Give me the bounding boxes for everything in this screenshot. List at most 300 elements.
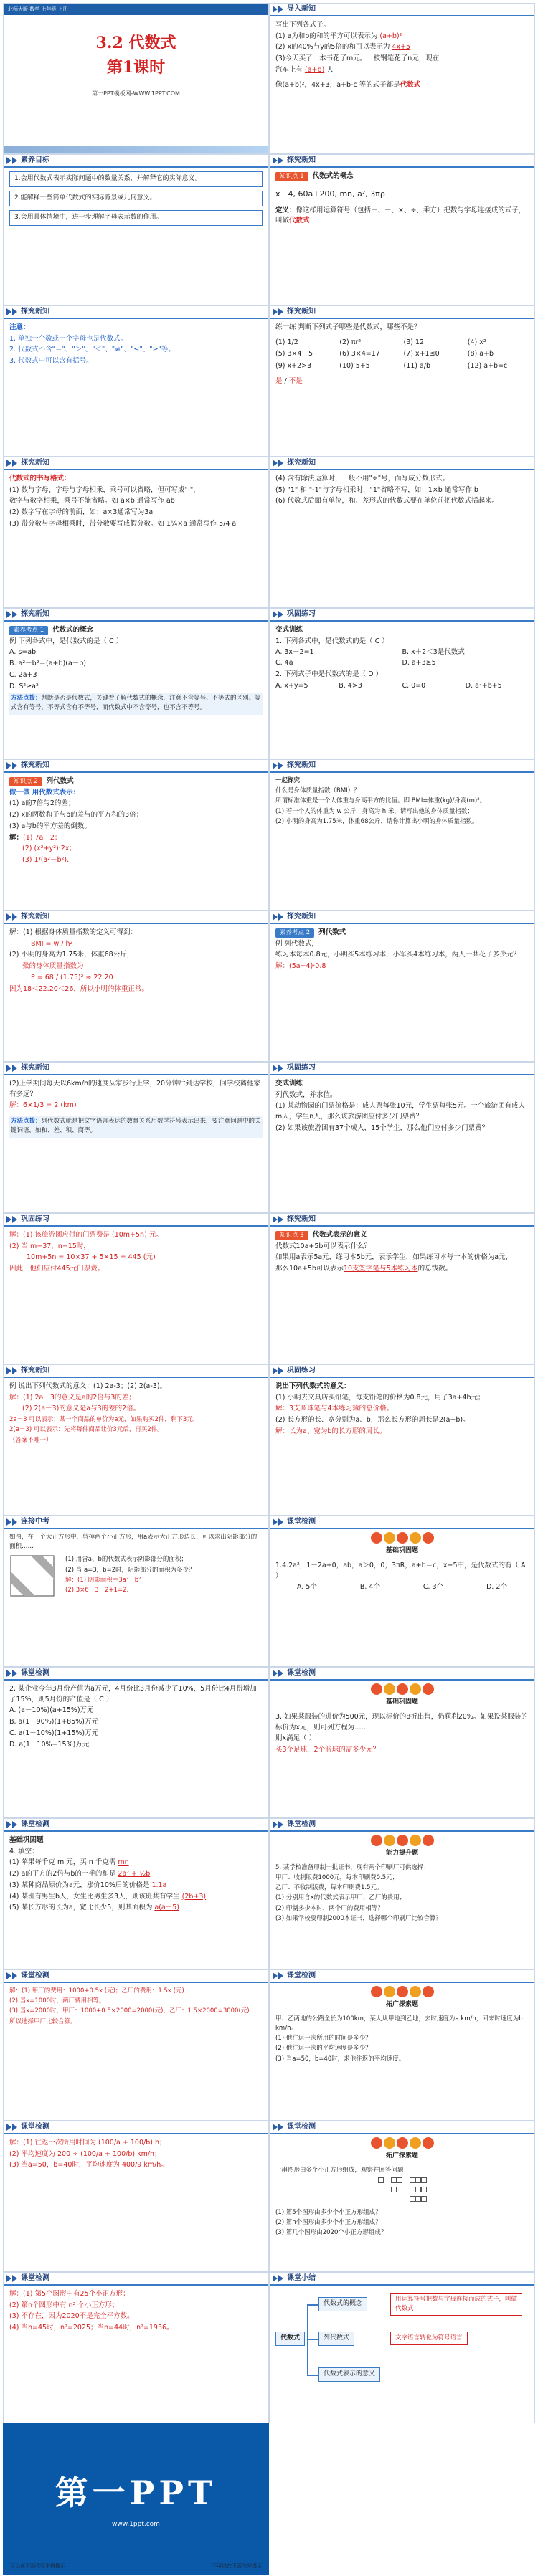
- question-text: 练习本每本0.8元，小明买5本练习本，小军买4本练习本，两人一共花了多少元？: [275, 951, 520, 959]
- option-text: A. (a－10%)(a+15%)万元: [9, 1706, 94, 1715]
- square-shape: [410, 2196, 415, 2202]
- answer-text: (2) (x²+y²)·2x；: [22, 845, 76, 853]
- slide-practice-2-answer: [3, 1213, 269, 1364]
- formula-text: x－4, 60a+200, mn, a², 3πρ: [275, 189, 385, 199]
- question-text: 2. 下列式子中是代数式的是（ D ）: [275, 670, 382, 678]
- footer-text: 不可以在下面改写提示: [212, 2563, 262, 2570]
- chevron-icon: [12, 308, 17, 315]
- option-text: B. a²－b²＝(a+b)(a－b): [9, 660, 87, 668]
- subhead: 拓广探索题: [385, 2152, 418, 2159]
- question-text: 乙厂：不收制版费，每本印刷费1.5元。: [275, 1884, 383, 1892]
- question-text: 甲、乙两地的公路全长为100km，某人从甲地到乙地，去时速度为a km/h，回来时速度为b km/h。: [275, 2015, 523, 2033]
- question-text: (5) 某长方形的长为a，宽比长少5，则其面积为: [9, 1904, 153, 1912]
- question-text: (2)上学期间每天以6km/h的速度从家步行上学，20分钟后到达学校，问学校离他家有多远？: [9, 1080, 261, 1098]
- slide-header: [4, 306, 268, 319]
- bead-icon: [384, 1835, 395, 1846]
- chevron-icon: [278, 1670, 283, 1677]
- mindmap-connector: [307, 2339, 318, 2340]
- subhead: 能力提升题: [385, 1850, 418, 1857]
- option-text: C. 4a: [275, 659, 293, 667]
- question-text: 汽车上有: [275, 65, 303, 74]
- section-title: 课堂检测: [21, 1972, 49, 1980]
- chevron-icon: [273, 2275, 278, 2282]
- answer-yes: 是: [275, 376, 283, 385]
- chevron-icon: [12, 1670, 17, 1677]
- square-shape: [421, 2187, 427, 2192]
- section-title: 课堂检测: [287, 1518, 316, 1526]
- section-title: 连接中考: [21, 1518, 49, 1526]
- answer-text: 解：长为a、宽为b的长方形的周长。: [275, 1427, 387, 1435]
- knowledge-tag: 知识点 2: [9, 777, 42, 786]
- section-title: 课堂检测: [287, 1972, 316, 1980]
- slide-header: [4, 457, 268, 470]
- bead-icon: [397, 1683, 408, 1695]
- section-title: 导入新知: [287, 5, 316, 14]
- mindmap-definition: 文字语言转化为符号语言: [390, 2332, 468, 2345]
- answer-text: (a+b): [305, 65, 325, 74]
- section-title: 探究新知: [287, 913, 316, 921]
- question-text: (1) 苹果每千克 m 元，买 n 千克需: [9, 1858, 116, 1867]
- answer-text: (3) 当x=2000时，甲厂：1000+0.5×2000=2000(元)，乙厂：1.5×2000=3000(元): [9, 2007, 250, 2015]
- question-text: (1) 分别用含x的代数式表示甲厂、乙厂的费用；: [275, 1894, 406, 1902]
- chevron-icon: [278, 1518, 283, 1526]
- definition-label: 定义：: [275, 206, 296, 214]
- chevron-icon: [12, 2275, 17, 2282]
- chevron-icon: [12, 913, 17, 921]
- chevron-icon: [278, 1821, 283, 1828]
- answer-text: 2a² + ½b: [118, 1870, 151, 1878]
- answer-text: 张的身体质量指数为: [22, 962, 84, 971]
- chevron-icon: [6, 1821, 11, 1828]
- knowledge-title: 列代数式: [318, 928, 346, 936]
- option-text: D. 2个: [486, 1583, 507, 1592]
- mindmap-node: 代数式表示的意义: [318, 2367, 380, 2382]
- rule-item: (3) 带分数与字母相乘时，带分数要写成假分数。如 1¼×a 通常写作 5/4 a: [9, 519, 237, 528]
- method-label: 方法点拨：: [11, 695, 42, 703]
- question-text: 1. 下列各式中，是代数式的是（ C ）: [275, 637, 389, 645]
- exercise-item: (2) πr²: [339, 338, 362, 346]
- slide-header: [270, 1668, 534, 1681]
- section-title: 巩固练习: [287, 1064, 316, 1073]
- chevron-icon: [6, 913, 11, 921]
- answer-text: (2) 2(a－3)的意义是a与3的差的2倍。: [22, 1405, 141, 1413]
- note-item: 2. 代数式不含"＝"、"＞"、"＜"、"≠"、"≤"、"≥"等。: [9, 346, 175, 354]
- chevron-icon: [278, 6, 283, 13]
- slide-header: [270, 457, 534, 470]
- answer-text: 代数式: [400, 80, 421, 89]
- section-title: 课堂检测: [287, 1820, 316, 1829]
- question-text: (2) a的平方的2倍与b的一半的和是: [9, 1870, 116, 1878]
- slide-header: [4, 1668, 268, 1681]
- answer-text: 买3个足球，2个篮球的需多少元？: [275, 1746, 380, 1754]
- slide-header: [270, 609, 534, 622]
- chevron-icon: [278, 611, 283, 618]
- bead-icon: [423, 1683, 434, 1695]
- slide-header: [4, 1063, 268, 1075]
- slide-header: [270, 2121, 534, 2134]
- conclusion-text: 因为18＜22.20＜26，所以小明的体重正常。: [9, 984, 148, 993]
- chevron-icon: [12, 460, 17, 467]
- square-shape: [397, 2177, 402, 2183]
- bead-icon: [410, 1683, 421, 1695]
- bead-icon: [384, 2137, 395, 2149]
- chevron-icon: [278, 157, 283, 164]
- paragraph: (2) 小明的身高为1.75米，体重68公斤，请你计算出小明的身体质量指数。: [275, 817, 478, 825]
- title-beads: [270, 2137, 534, 2149]
- chevron-icon: [12, 2124, 17, 2131]
- note-label: 注意：: [9, 323, 30, 331]
- chevron-icon: [273, 6, 278, 13]
- answer-text: (2) 平均速度为 200 ÷ (100/a + 100/b) km/h；: [9, 2149, 161, 2158]
- mindmap-node: 列代数式: [318, 2332, 354, 2346]
- formula-text: BMI = w / h²: [31, 939, 73, 948]
- option-text: D. a²+b+5: [465, 681, 502, 690]
- slide-example-1: [3, 608, 269, 759]
- cover-credit: 第一PPT模板网-WWW.1PPT.COM: [92, 90, 180, 98]
- chevron-icon: [12, 762, 17, 769]
- exercise-item: (5) 3×4－5: [275, 350, 313, 358]
- question-text: 像(a+b)²，4x+3，a+b-c 等的式子都是: [275, 80, 400, 89]
- slide-header: [4, 1516, 268, 1529]
- title-beads: [270, 1683, 534, 1695]
- slide-test-5: [269, 1818, 535, 1969]
- option-text: D. S²≥a²: [9, 682, 39, 690]
- square-pattern-figure: [275, 2177, 529, 2206]
- slide-writing-rules: [3, 457, 269, 608]
- question-text: (1) 小明去文具店买铅笔，每支铅笔的价格为0.8元，用了3a+4b元；: [275, 1393, 485, 1402]
- answer-text: a(a－5): [154, 1904, 179, 1912]
- answer-text: mn: [118, 1858, 129, 1867]
- answer-text: (2) 3×6－3－2+1=2.: [65, 1586, 129, 1594]
- bead-icon: [397, 1986, 408, 1997]
- chevron-icon: [6, 1367, 11, 1374]
- chevron-icon: [273, 1518, 278, 1526]
- chevron-icon: [6, 157, 11, 164]
- slide-test-4: [3, 1818, 269, 1969]
- slide-header: [270, 2273, 534, 2286]
- question-text: (3) a与b的平方差的倒数。: [9, 822, 91, 830]
- slide-header: [4, 1819, 268, 1832]
- slide-end-logo: [3, 2423, 269, 2575]
- knowledge-title: 代数式的概念: [52, 626, 94, 634]
- practice-head: 变式训练: [275, 1080, 303, 1088]
- cover-subtitle: 第1课时: [106, 58, 166, 77]
- question-text: 如图，在一个大正方形中，剪掉两个小正方形，用a表示大正方形边长，可以求出阴影部分的面积……: [9, 1534, 258, 1551]
- slide-meaning: [269, 1213, 535, 1364]
- note-text: 2(a－3) 可以表示：先将每件商品让价3元后，再买2件。: [9, 1426, 164, 1434]
- slide-exam-link: [3, 1516, 269, 1667]
- mindmap-node: 代数式的概念: [318, 2297, 367, 2311]
- chevron-icon: [12, 157, 17, 164]
- answer-text: 解：3支圆珠笔与4本练习簿的总价格。: [275, 1405, 394, 1413]
- paragraph: 的总钱数。: [417, 1265, 453, 1273]
- question-text: (1) 某动物园的门票价格是：成人票每张10元，学生票每张5元。一个旅游团有成人m人，学生n人，那么该旅游团应付多少门票费？: [275, 1102, 526, 1121]
- slide-practice-2: [269, 1062, 535, 1213]
- slide-header: [4, 1970, 268, 1983]
- bead-icon: [423, 1986, 434, 1997]
- question-text: (2) 长方形的长、宽分别为a、b，那么长方形的周长是2(a+b)。: [275, 1416, 470, 1425]
- question-text: (2) 印制多少本时，两个厂的费用相等？: [275, 1904, 384, 1912]
- chevron-icon: [278, 1216, 283, 1223]
- question-text: 3. 如果某服装的进价为500元，现以标价的8折出售，仍获利20%。如果设某服装的标价为x元，则可列方程为……: [275, 1712, 528, 1731]
- chevron-icon: [278, 1972, 283, 1979]
- answer-text: (2) 当 m=37，n=15时，: [9, 1242, 90, 1250]
- slide-exercise-judge: 探究新知 练一练 判断下列式子哪些是代数式，哪些不是？ (1) 1/2 (2) πr² (3) 12 (4) x² (5) 3×4－5 (6) 3×4=17 (7) x+1≤0 (8) a+b (9) x+2>3 (10) 5+5 (11) a/b (12) a+b=c 是 / 不是: [269, 305, 535, 457]
- conclusion-text: 因此，他们应付445元门票费。: [9, 1265, 105, 1273]
- rules-head: 代数式的书写格式：: [9, 475, 71, 483]
- slide-header: [4, 609, 268, 622]
- footer-text: 可以在下面改写字符提示: [10, 2563, 65, 2570]
- answer-text: (2) 小明的身高为1.75米，体重68公斤，: [9, 951, 134, 959]
- logo-panel: [3, 2423, 269, 2575]
- section-title: 探究新知: [21, 459, 49, 467]
- bead-icon: [410, 1835, 421, 1846]
- method-label: 方法点拨：: [11, 1118, 42, 1126]
- slide-goals: [3, 154, 269, 305]
- chevron-icon: [6, 308, 11, 315]
- exercise-item: (11) a/b: [403, 362, 431, 371]
- square-shape: [415, 2177, 421, 2183]
- logo-footer: [10, 2562, 262, 2570]
- slide-writing-rules-2: [269, 457, 535, 608]
- section-title: 探究新知: [21, 761, 49, 770]
- chevron-icon: [12, 1216, 17, 1223]
- section-title: 探究新知: [21, 610, 49, 619]
- bead-icon: [423, 1532, 434, 1544]
- chevron-icon: [273, 611, 278, 618]
- chevron-icon: [12, 1518, 17, 1526]
- chevron-icon: [273, 762, 278, 769]
- subhead: 基础巩固题: [9, 1836, 44, 1844]
- mindmap-definition: 用运算符号把数与字母连接而成的式子，叫做代数式: [390, 2293, 522, 2316]
- question-text: (1) 用含a、b的代数式表示阴影部分的面积；: [65, 1556, 187, 1564]
- square-shape: [391, 2177, 397, 2183]
- answer-text: (4) 当n=45时，n²=2025；当n=44时，n²=1936。: [9, 2324, 174, 2332]
- cover-title: 3.2 代数式: [95, 34, 176, 52]
- square-shape: [391, 2187, 397, 2192]
- chevron-icon: [6, 1216, 11, 1223]
- chevron-icon: [273, 1065, 278, 1072]
- formula-text: P = 68 / (1.75)² ≈ 22.20: [31, 973, 113, 982]
- answer-text: (2) 第n个图形中有 n² 个小正方形；: [9, 2301, 119, 2309]
- chevron-icon: [12, 1972, 17, 1979]
- slide-test-3: [269, 1667, 535, 1818]
- question-text: (2) 当 a=3，b=2时，阴影部分的面积为多少？: [65, 1566, 195, 1574]
- question-text: (2) x的两数和子与b的差与的平方和的3倍；: [9, 811, 143, 819]
- chevron-icon: [273, 913, 278, 921]
- slide-test-2: [3, 1667, 269, 1818]
- title-beads: [270, 1532, 534, 1544]
- section-title: 探究新知: [287, 1215, 316, 1224]
- answer-text: 解：(1) 阴影面积＝3a²－b²: [65, 1576, 141, 1584]
- question-text: (3) 第几个图形由2020个小正方形组成？: [275, 2228, 387, 2236]
- exercise-item: (4) x²: [467, 338, 486, 346]
- brand-logo: 第一PPT: [55, 2473, 217, 2512]
- question-text: (2) 第n个图形由多少个小正方形组成？: [275, 2218, 382, 2226]
- answer-label: 解：: [9, 833, 24, 842]
- section-title: 课堂检测: [287, 2123, 316, 2131]
- chevron-icon: [278, 762, 283, 769]
- rule-item: (6) 代数式后面有单位，和、差形式的代数式要在单位前把代数式括起来。: [275, 497, 499, 505]
- chevron-icon: [6, 1972, 11, 1979]
- slide-header: [4, 760, 268, 773]
- answer-text: (2b+3): [181, 1892, 207, 1901]
- bead-icon: [397, 1532, 408, 1544]
- slide-test-6: [269, 1969, 535, 2121]
- chevron-icon: [273, 460, 278, 467]
- square-shape: [410, 2177, 415, 2183]
- question-text: 例 下列各式中，是代数式的是（ C ）: [9, 637, 123, 645]
- answer-text: 解：(1) 该旅游团应付的门票费是 (10m+5n) 元。: [9, 1231, 163, 1239]
- goal-text: 1.会用代数式表示实际问题中的数量关系，并解释它的实际意义。: [14, 175, 202, 182]
- paragraph: 代数式10a+5b可以表示什么？: [275, 1242, 371, 1250]
- goal-text: 3.会用具体情境中，进一步理解字母表示数的作用。: [14, 213, 163, 221]
- summary-mindmap: [275, 2290, 529, 2390]
- slide-concept: [269, 154, 535, 305]
- slide-test-5-answer: [3, 1969, 269, 2121]
- slide-header: [270, 1063, 534, 1075]
- slide-header: [270, 1819, 534, 1832]
- answer-text: 解：(1) 往返一次所用时间为 (100/a + 100/b) h；: [9, 2139, 166, 2147]
- chevron-icon: [273, 1216, 278, 1223]
- answer-text: (1) 7a－2；: [23, 833, 62, 842]
- section-title: 探究新知: [21, 1367, 49, 1375]
- exercise-item: (9) x+2>3: [275, 362, 312, 371]
- slide-header: [270, 1365, 534, 1378]
- slide-header: [270, 911, 534, 924]
- slide-header: [270, 155, 534, 168]
- slide-header: [270, 306, 534, 319]
- chevron-icon: [278, 2275, 283, 2282]
- chevron-icon: [12, 611, 17, 618]
- slide-header: [4, 1214, 268, 1227]
- bead-icon: [410, 1532, 421, 1544]
- chevron-icon: [278, 1065, 283, 1072]
- slide-grid: [3, 3, 535, 2573]
- goal-box: [9, 210, 263, 226]
- rule-item: (4) 含有除法运算时，一般不用"÷"号，而写成分数形式。: [275, 475, 450, 483]
- question-text: (1) a的7倍与2的差；: [9, 799, 75, 808]
- practice-head: 说出下列代数式的意义：: [275, 1382, 351, 1390]
- question-text: 4. 填空：: [9, 1847, 39, 1855]
- bead-icon: [423, 2137, 434, 2149]
- answer-text: (3) 1/(a²－b²).: [22, 856, 70, 865]
- question-text: 2. 某企业今年3月份产值为a万元，4月份比3月份减少了10%，5月份比4月份增加了15%，则5月份的产值是（ C ）: [9, 1685, 257, 1703]
- option-text: A. 5个: [296, 1583, 317, 1592]
- slide-cover: [3, 3, 269, 154]
- definition-highlight: 代数式: [289, 217, 310, 225]
- exercise-item: (7) x+1≤0: [403, 350, 440, 358]
- chevron-icon: [6, 1065, 11, 1072]
- question-text: (3)今天买了一本书花了m元。一枝钢笔花了n元，现在: [275, 54, 440, 63]
- section-title: 巩固练习: [287, 610, 316, 619]
- answer-text: (3) 不存在，因为2020不是完全平方数。: [9, 2312, 134, 2321]
- chevron-icon: [12, 1065, 17, 1072]
- rule-item: (1) 数与字母、字母与字母相乘，乘号可以省略，但可写成"·"，: [9, 485, 200, 494]
- answer-text: (3) 当a=50，b=40时，平均速度为 400/9 km/h。: [9, 2161, 168, 2169]
- paragraph: 那么10a+5b可以表示: [275, 1265, 344, 1273]
- square-shape: [415, 2187, 421, 2192]
- answer-text: 解：6×1/3 = 2 (km): [9, 1101, 77, 1110]
- mindmap-connector: [307, 2375, 318, 2376]
- slide-header: [4, 2121, 268, 2134]
- slide-test-6-answer: [3, 2121, 269, 2272]
- section-title: 探究新知: [21, 308, 49, 316]
- question-text: 则x满足（ ）: [275, 1734, 316, 1743]
- chevron-icon: [6, 1670, 11, 1677]
- answer-text: 1.1a: [151, 1881, 167, 1889]
- square-shape: [378, 2177, 384, 2183]
- bead-icon: [423, 1835, 434, 1846]
- question-text: 例 说出下列代数式的意义：(1) 2a-3；(2) 2(a-3)。: [9, 1382, 167, 1390]
- question-text: (2) x的40%与y的5倍的和可以表示为: [275, 43, 390, 52]
- option-text: C. 2a+3: [9, 670, 37, 679]
- section-title: 课堂检测: [287, 1669, 316, 1678]
- chevron-icon: [273, 308, 278, 315]
- slide-bmi-answer: [3, 911, 269, 1062]
- question-text: 列代数式，并求值。: [275, 1090, 337, 1099]
- decorative-wave: [4, 146, 268, 153]
- question-text: (3) 如果学校要印制2000本证书，选择哪个印刷厂比较合算？: [275, 1914, 442, 1922]
- slide-intro: [269, 3, 535, 154]
- knowledge-tag: 知识点 3: [275, 1231, 308, 1240]
- answer-text: (a+b)²: [379, 32, 402, 40]
- slide-test-7: [269, 2121, 535, 2272]
- knowledge-title: 代数式表示的意义: [312, 1231, 367, 1239]
- bead-icon: [371, 1986, 382, 1997]
- question-text: (4) 某班有男生b人，女生比男生多3人，则该班共有学生: [9, 1892, 180, 1901]
- exercise-item: (8) a+b: [467, 350, 494, 358]
- question-text: 人: [326, 65, 334, 74]
- paragraph: 所谓标准体重是一个人体重与身高平方的比值。即 BMI=体重(kg)/身高(m)²。: [275, 797, 486, 805]
- option-text: A. 3x－2=1: [275, 648, 314, 657]
- question-text: (1) 第5个图形由多少个小正方形组成？: [275, 2208, 382, 2216]
- slide-header: [4, 155, 268, 168]
- note-item: 1. 单独一个数或一个字母也是代数式。: [9, 334, 128, 343]
- chevron-icon: [6, 762, 11, 769]
- section-title: 探究新知: [21, 913, 49, 921]
- slide-header: [270, 4, 534, 16]
- cover-header-text: 北师大版 数学 七年级 上册: [8, 6, 68, 12]
- exercise-item: (6) 3×4=17: [339, 350, 380, 358]
- chevron-icon: [273, 1972, 278, 1979]
- section-title: 探究新知: [287, 308, 316, 316]
- mindmap-root: 代数式: [275, 2332, 305, 2346]
- answer-text: 解：(5a+4)·0.8: [275, 962, 326, 971]
- question-text: 1.4.2a²，1－2a+0，ab，a＞0，0，3πR，a+b＝c，x+5中，是代数式的有（ A ）: [275, 1561, 526, 1580]
- knowledge-title: 代数式的概念: [312, 172, 354, 180]
- slide-header: [270, 1970, 534, 1983]
- chevron-icon: [278, 913, 283, 921]
- chevron-icon: [6, 2124, 11, 2131]
- chevron-icon: [278, 2124, 283, 2131]
- section-title: 课堂检测: [21, 1669, 49, 1678]
- chevron-icon: [273, 157, 278, 164]
- rule-item: (2) 数字写在字母的前面，如：a×3通常写为3a: [9, 508, 154, 517]
- question-text: 一串图形由多个小正方形组成，观察并回答问题：: [275, 2166, 410, 2174]
- slide-header: [270, 760, 534, 773]
- option-text: D. a+3≥5: [402, 659, 436, 667]
- knowledge-tag: 知识点 1: [275, 172, 308, 181]
- rule-item: 数字与数字相乘，乘号不能省略。如 a×b 通常写作 ab: [9, 497, 175, 505]
- chevron-icon: [6, 1518, 11, 1526]
- knowledge-tag: 素养考点 1: [9, 626, 48, 635]
- answer-text: 10支签字笔与5本练习本: [343, 1265, 418, 1273]
- question-text: 甲厂：收制版费1000元，每本印刷费0.5元；: [275, 1874, 399, 1882]
- answer-text: 解：(1) 2a－3的意义是a的2倍与3的差；: [9, 1393, 136, 1402]
- answer-text: 所以选择甲厂比较合算。: [9, 2017, 77, 2025]
- option-text: A. s=ab: [9, 648, 37, 657]
